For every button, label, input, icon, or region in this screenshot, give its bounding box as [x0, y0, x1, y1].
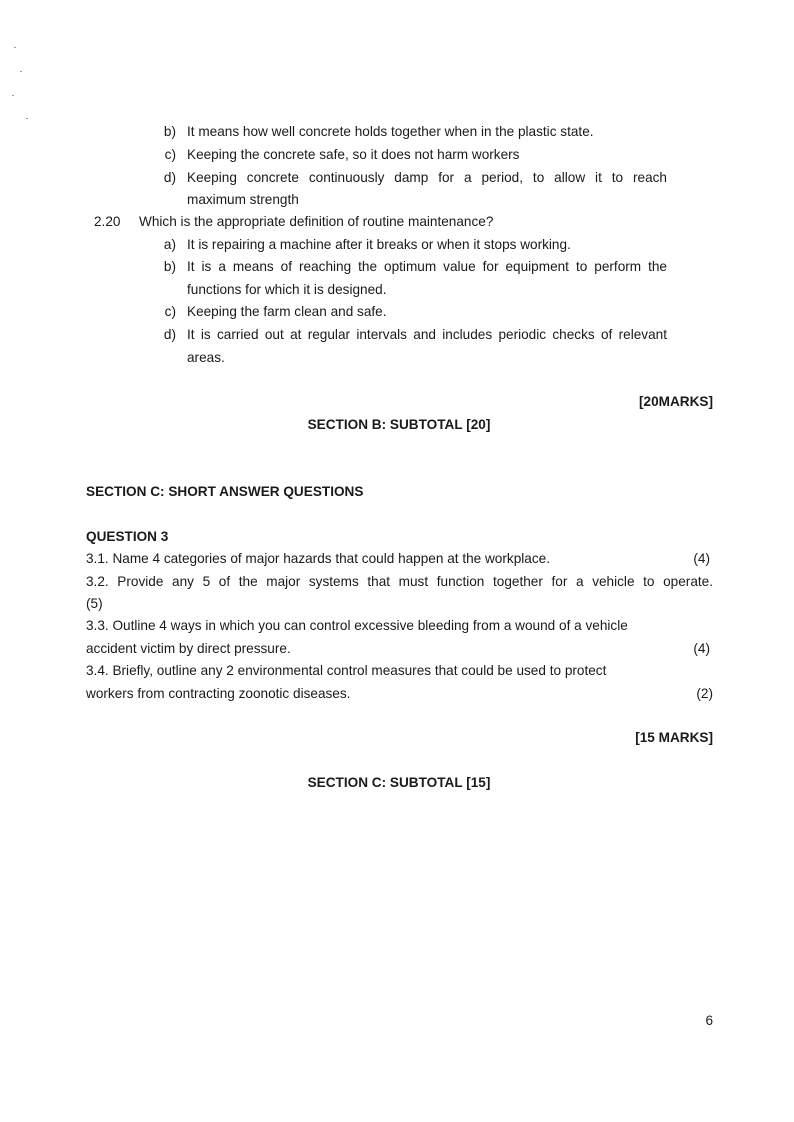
option-text: Keeping the farm clean and safe. — [187, 304, 387, 319]
option-letter: c) — [164, 304, 176, 319]
section-c-marks: [15 MARKS] — [635, 730, 713, 745]
option-2-20-c — [0, 301, 794, 323]
question-text: 3.1. Name 4 categories of major hazards that could happen at the workplace. — [86, 551, 550, 566]
option-letter: d) — [163, 327, 176, 342]
question-3-4-cont — [0, 683, 794, 705]
scan-mark — [20, 71, 22, 72]
option-2-20-a — [0, 234, 794, 256]
question-3-2-marks: (5) — [86, 596, 103, 611]
section-c-subtotal: SECTION C: SUBTOTAL [15] — [307, 775, 491, 790]
question-text-continued: accident victim by direct pressure. — [86, 641, 291, 656]
question-3-2 — [0, 571, 794, 593]
question-3-4: 3.4. Briefly, outline any 2 environmental control measures that could be used to protect — [86, 663, 607, 678]
option-letter: a) — [163, 237, 176, 252]
option-2-19-c — [0, 144, 794, 166]
section-c-heading: SECTION C: SHORT ANSWER QUESTIONS — [86, 484, 364, 499]
question-marks: (4) — [693, 551, 710, 566]
option-2-20-d-cont — [187, 347, 225, 369]
question-marks: (4) — [693, 641, 710, 656]
option-text: It is repairing a machine after it breaks or when it stops working. — [187, 237, 571, 252]
scan-mark — [26, 118, 28, 119]
page-number: 6 — [705, 1013, 713, 1028]
option-2-19-b — [0, 121, 794, 143]
option-text: It means how well concrete holds together when in the plastic state. — [187, 124, 594, 139]
option-text: Keeping concrete continuously damp for a period, to allow it to reach — [187, 170, 667, 185]
option-text-continued: areas. — [187, 350, 225, 365]
option-2-20-b-cont — [187, 279, 386, 301]
option-letter: c) — [164, 147, 176, 162]
option-2-19-d-cont — [187, 189, 299, 211]
option-letter: b) — [163, 124, 176, 139]
question-number: 2.20 — [94, 214, 121, 229]
scan-mark — [14, 47, 16, 48]
scan-mark — [12, 95, 14, 96]
question-3-title: QUESTION 3 — [86, 529, 169, 544]
question-text-continued: workers from contracting zoonotic diseases. — [86, 686, 351, 701]
question-marks: (2) — [696, 686, 713, 701]
option-text: Keeping the concrete safe, so it does not harm workers — [187, 147, 520, 162]
option-text: It is carried out at regular intervals and includes periodic checks of relevant — [187, 327, 667, 342]
section-b-marks: [20MARKS] — [638, 394, 713, 409]
option-2-20-b — [0, 256, 794, 278]
question-text: Which is the appropriate definition of routine maintenance? — [139, 214, 494, 229]
question-2-20 — [0, 211, 794, 233]
question-3-3-cont — [0, 638, 794, 660]
option-text-continued: functions for which it is designed. — [187, 282, 387, 297]
section-b-subtotal: SECTION B: SUBTOTAL [20] — [307, 417, 491, 432]
option-2-20-d — [0, 324, 794, 346]
option-2-19-d — [0, 167, 794, 189]
question-3-1 — [0, 548, 794, 570]
question-3-3: 3.3. Outline 4 ways in which you can control excessive bleeding from a wound of a vehicle — [86, 618, 628, 633]
option-text-continued: maximum strength — [187, 192, 299, 207]
option-letter: b) — [163, 259, 176, 274]
option-letter: d) — [163, 170, 176, 185]
question-text: 3.2. Provide any 5 of the major systems that must function together for a vehicle to operate. — [86, 574, 713, 589]
option-text: It is a means of reaching the optimum value for equipment to perform the — [187, 259, 667, 274]
